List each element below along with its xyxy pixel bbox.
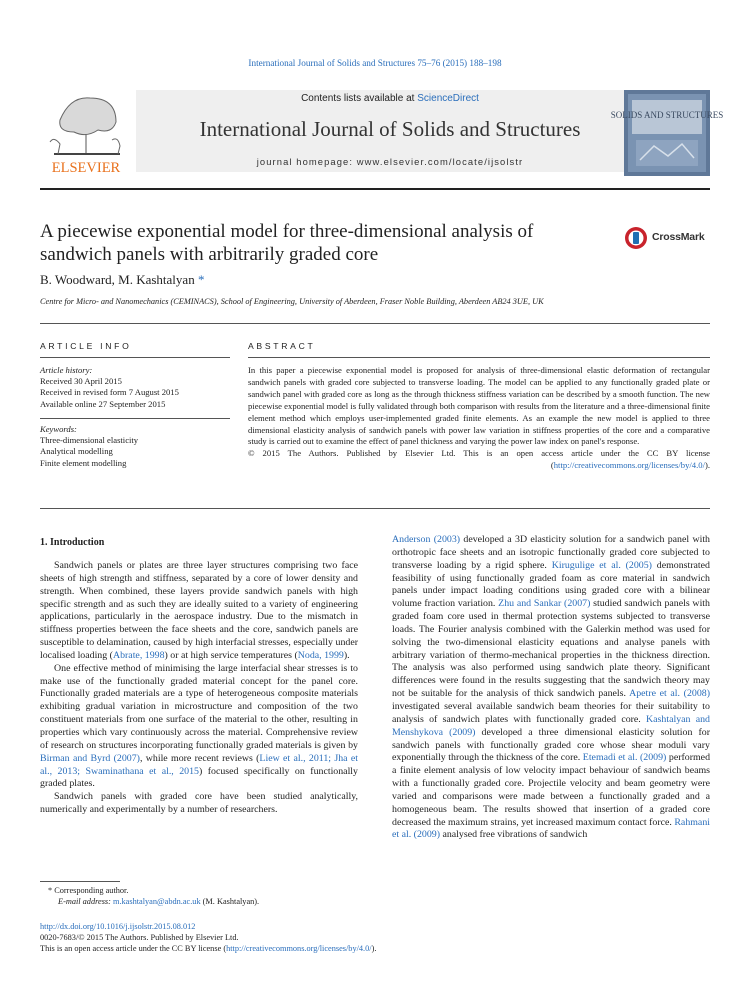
oa-text: This is an open access article under the CC BY license ( <box>40 944 227 953</box>
journal-cover[interactable] <box>610 90 724 176</box>
history-revised: Received in revised form 7 August 2015 <box>40 387 179 398</box>
journal-banner <box>136 90 644 172</box>
citation-link[interactable]: Noda, 1999 <box>297 649 344 661</box>
journal-homepage[interactable]: journal homepage: www.elsevier.com/locate/ijsolstr <box>256 156 524 167</box>
email-name: (M. Kashtalyan). <box>200 897 260 906</box>
intro-paragraph-1: Sandwich panels or plates are three layer structures comprising two face sheets of high strength and stiffness, separated by a core of lower density and strength. When combined, these layers provide sandwich panels with high specific strength and as such they are ideally suited to a variety of engineering applications, particularly in the aerospace industry. Due to the mismatch in stiffness properties between the face sheets and the core, sandwich panels are susceptible to delamination, caused by high interfacial stresses, especially under localised loading (Abrate, 1998) or at high service temperatures (Noda, 1999). <box>40 560 358 661</box>
citation-link[interactable]: Kirugulige et al. (2005) <box>551 559 652 571</box>
article-info-rule <box>40 357 230 358</box>
citation-link[interactable]: Apetre et al. (2008) <box>629 688 710 700</box>
keyword-item: Analytical modelling <box>40 446 113 457</box>
elsevier-logo[interactable] <box>40 90 132 178</box>
license-end: ). <box>704 460 710 471</box>
license-link[interactable]: http://creativecommons.org/licenses/by/4.0/ <box>553 460 705 471</box>
abstract-license <box>248 448 710 472</box>
footnote-rule <box>40 881 120 882</box>
keywords-label: Keywords: <box>40 424 77 434</box>
history-rule <box>40 418 230 419</box>
email-link[interactable]: m.kashtalyan@abdn.ac.uk <box>113 897 201 906</box>
intro-paragraph-2: One effective method of minimising the large interfacial shear stresses is to make use of the functionally graded material concept for the panel core. Functionally graded materials are a type of heterogeneous composite materials exhibiting gradual variation in microstructure and composition of the two constituent materials from one surface of the material to the other, resulting in properties which vary continuously across the material. Comprehensive review of research on structures incorporating functionally graded materials is given by Birman and Byrd (2007), while more recent reviews (Liew et al., 2011; Jha et al., 2013; Swaminathana et al., 2015) focused specifically on functionally graded plates. <box>40 662 358 790</box>
elsevier-wordmark: ELSEVIER <box>51 160 121 176</box>
masthead <box>40 90 724 178</box>
issn-line: 0020-7683/© 2015 The Authors. Published by Elsevier Ltd. <box>40 933 239 942</box>
citation-link[interactable]: Anderson (2003) <box>392 534 461 545</box>
citation-link[interactable]: Liew et al., 2011; Jha et al., 2013; Swaminathana et al., 2015 <box>40 752 358 777</box>
corresponding-footnote <box>40 885 259 907</box>
abstract-body <box>248 365 710 472</box>
article-info-heading: ARTICLE INFO <box>40 341 132 351</box>
abstract-bottom-rule <box>40 508 710 509</box>
footnote-corresponding: Corresponding author. <box>54 886 129 895</box>
citation-link[interactable]: Abrate, 1998 <box>112 649 165 661</box>
left-column <box>40 560 358 817</box>
publisher-footer <box>40 921 376 954</box>
elsevier-tree-icon <box>40 90 132 178</box>
affiliation: Centre for Micro- and Nanomechanics (CEMINACS), School of Engineering, University of Aberdeen, Fraser Noble Building, Aberdeen AB24 3UE, UK <box>40 297 544 306</box>
author-names: B. Woodward, M. Kashtalyan <box>40 272 198 287</box>
journal-cover-image <box>610 90 724 176</box>
citation-link[interactable]: Rahmani et al. (2009) <box>392 816 710 841</box>
section-heading-introduction: 1. Introduction <box>40 537 105 548</box>
keyword-item: Three-dimensional elasticity <box>40 435 139 446</box>
article-history <box>40 365 230 410</box>
email-label: E-mail address: <box>58 897 113 906</box>
crossmark-icon <box>624 226 648 250</box>
crossmark-label: CrossMark <box>652 231 705 243</box>
doi-link[interactable]: http://dx.doi.org/10.1016/j.ijsolstr.2015.08.012 <box>40 922 196 931</box>
article-title: A piecewise exponential model for three-dimensional analysis of sandwich panels with arbitrarily graded core <box>40 221 534 265</box>
intro-paragraph-4: Anderson (2003) developed a 3D elasticity solution for a sandwich panel with orthotropic face sheets and an isotropic functionally graded core subjected to transverse loading by a rigid sphere. Kirugulige et al. (2005) demonstrated feasibility of using functionally graded foam as core material in sandwich panels under impact loading conditions using graded core with a bilinear volume fraction variation. Zhu and Sankar (2007) studied sandwich panels with graded foam core used in thermal protection systems subjected to transverse loads. The Fourier analysis combined with the Galerkin method was used for solving the two-dimensional elasticity equations and analyse panels with arbitrary variation of thermo-mechanical properties in the thickness direction. The analysis was also performed using sandwich plate theory. Significant differences were found in the results suggesting that the sandwich theory may not be suitable for the analysis of thick sandwich panels. Apetre et al. (2008) investigated several available sandwich beam theories for their suitability to analysis of sandwich plates with functionally graded core. Kashtalyan and Menshykova (2009) developed a three dimensional elasticity solution for sandwich panels with functionally graded core whose shear moduli vary exponentially through the thickness of the core. Etemadi et al. (2009) performed a finite element analysis of low velocity impact behaviour of sandwich beams with a functionally graded core. Projectile velocity and beam geometry were varied and comparisons were made between a functionally graded and a homogeneous beam. The results showed that insertion of a graded core decreased the maximum strains, yet increased maximum contact force. Rahmani et al. (2009) analysed free vibrations of sandwich <box>392 534 711 841</box>
citation-link[interactable]: Birman and Byrd (2007) <box>40 752 140 764</box>
footnote-mark: * <box>48 886 53 895</box>
right-column <box>392 534 710 842</box>
oa-license-link[interactable]: http://creativecommons.org/licenses/by/4.0/ <box>226 944 372 953</box>
abstract-text: In this paper a piecewise exponential model is proposed for analysis of three-dimensional elastic deformation of rectangular sandwich panels with graded core subjected to transverse loading. The model can be applied to any functionally graded plate or sandwich panel with graded core as long as the through thickness stiffness variation can be described by a smooth function. The new piecewise exponential model is fully validated through both comparison with results from the literature and a three-dimensional finite element method which employs user-implemented graded finite elements. As an example the new model is applied to three dimensional elasticity analysis of sandwich panels with power law variation in stiffness properties of the core and a comparative study is carried out to examine the effect of panel thickness and varying the power law index on panel's response. <box>248 365 710 447</box>
journal-citation[interactable]: International Journal of Solids and Structures 75–76 (2015) 188–198 <box>248 58 502 68</box>
history-online: Available online 27 September 2015 <box>40 398 166 409</box>
journal-name: International Journal of Solids and Structures <box>199 117 581 141</box>
intro-paragraph-3: Sandwich panels with graded core have been studied analytically, numerically and experimentally by a number of researchers. <box>40 791 358 816</box>
abstract-rule <box>248 357 710 358</box>
oa-end: ). <box>371 944 377 953</box>
contents-prefix: Contents lists available at <box>301 93 418 104</box>
citation-link[interactable]: Etemadi et al. (2009) <box>582 752 667 764</box>
header-rule <box>40 188 710 190</box>
contents-line <box>136 93 644 104</box>
citation-link[interactable]: Zhu and Sankar (2007) <box>498 598 591 610</box>
citation-link[interactable]: Kashtalyan and Menshykova (2009) <box>392 713 710 738</box>
crossmark-badge[interactable] <box>624 226 714 250</box>
cover-title: SOLIDS AND STRUCTURES <box>610 110 724 120</box>
sciencedirect-link[interactable]: ScienceDirect <box>417 93 479 104</box>
history-label: Article history: <box>40 365 93 375</box>
keywords <box>40 424 230 469</box>
abstract-heading: ABSTRACT <box>248 341 316 351</box>
corresponding-author-mark[interactable]: * <box>197 272 205 287</box>
affiliation-rule <box>40 323 710 324</box>
author-list <box>40 272 204 288</box>
history-received: Received 30 April 2015 <box>40 376 122 387</box>
license-text: © 2015 The Authors. Published by Elsevier Ltd. This is an open access article under the CC BY license ( <box>248 448 710 471</box>
keyword-item: Finite element modelling <box>40 457 127 468</box>
